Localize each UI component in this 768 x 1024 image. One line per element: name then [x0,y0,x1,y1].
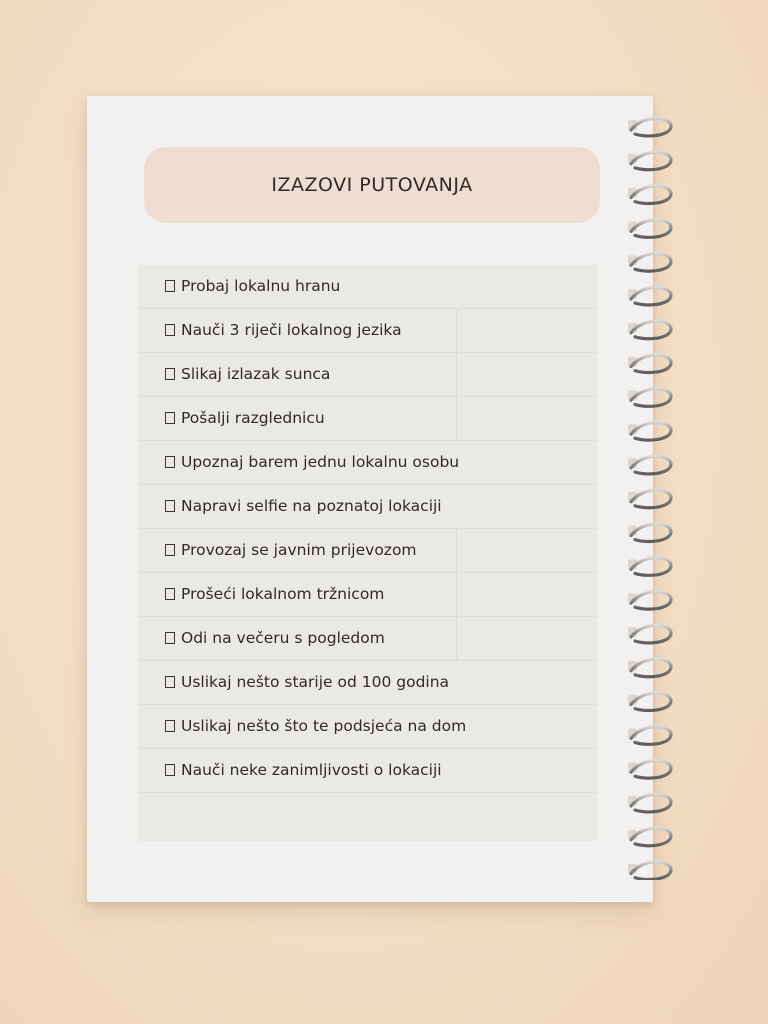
column-divider [456,397,457,440]
checklist-item-label: Upoznaj barem jednu lokalnu osobu [181,453,460,471]
checklist-item[interactable] [138,573,597,617]
empty-checkbox-icon[interactable] [165,456,175,468]
notebook-page [87,96,653,902]
checklist-item[interactable] [138,529,597,573]
checklist-item-label: Probaj lokalnu hranu [181,277,341,295]
empty-checkbox-icon[interactable] [165,500,175,512]
empty-checkbox-icon[interactable] [165,764,175,776]
checklist-item-label: Napravi selfie na poznatoj lokaciji [181,497,442,515]
column-divider [456,617,457,660]
checklist-item-label: Slikaj izlazak sunca [181,365,331,383]
page-title: IZAZOVI PUTOVANJA [271,174,473,196]
checklist-panel [138,265,597,841]
checklist-item[interactable] [138,617,597,661]
checklist-item-label: Nauči neke zanimljivosti o lokaciji [181,761,442,779]
checklist-item-label: Nauči 3 riječi lokalnog jezika [181,321,402,339]
empty-checkbox-icon[interactable] [165,544,175,556]
checklist-item-label: Uslikaj nešto što te podsjeća na dom [181,717,467,735]
checklist-item[interactable] [138,485,597,529]
checklist-item[interactable] [138,441,597,485]
spiral-binding-icon [625,110,681,880]
checklist-item-label: Provozaj se javnim prijevozom [181,541,417,559]
checklist-item[interactable] [138,309,597,353]
empty-checkbox-icon[interactable] [165,324,175,336]
checklist-item[interactable] [138,397,597,441]
checklist-item[interactable] [138,705,597,749]
checklist-item[interactable] [138,353,597,397]
empty-checkbox-icon[interactable] [165,632,175,644]
empty-checkbox-icon[interactable] [165,676,175,688]
empty-checkbox-icon[interactable] [165,280,175,292]
checklist-item[interactable] [138,749,597,793]
column-divider [456,573,457,616]
empty-checkbox-icon[interactable] [165,588,175,600]
checklist-item[interactable] [138,661,597,705]
column-divider [456,353,457,396]
column-divider [456,309,457,352]
title-banner [144,147,600,223]
checklist-item-label: Prošeći lokalnom tržnicom [181,585,385,603]
checklist-item[interactable] [138,265,597,309]
empty-checkbox-icon[interactable] [165,720,175,732]
checklist-item-label: Odi na večeru s pogledom [181,629,385,647]
column-divider [456,529,457,572]
checklist-item-label: Uslikaj nešto starije od 100 godina [181,673,450,691]
empty-checkbox-icon[interactable] [165,412,175,424]
checklist-item-label: Pošalji razglednicu [181,409,325,427]
empty-checkbox-icon[interactable] [165,368,175,380]
